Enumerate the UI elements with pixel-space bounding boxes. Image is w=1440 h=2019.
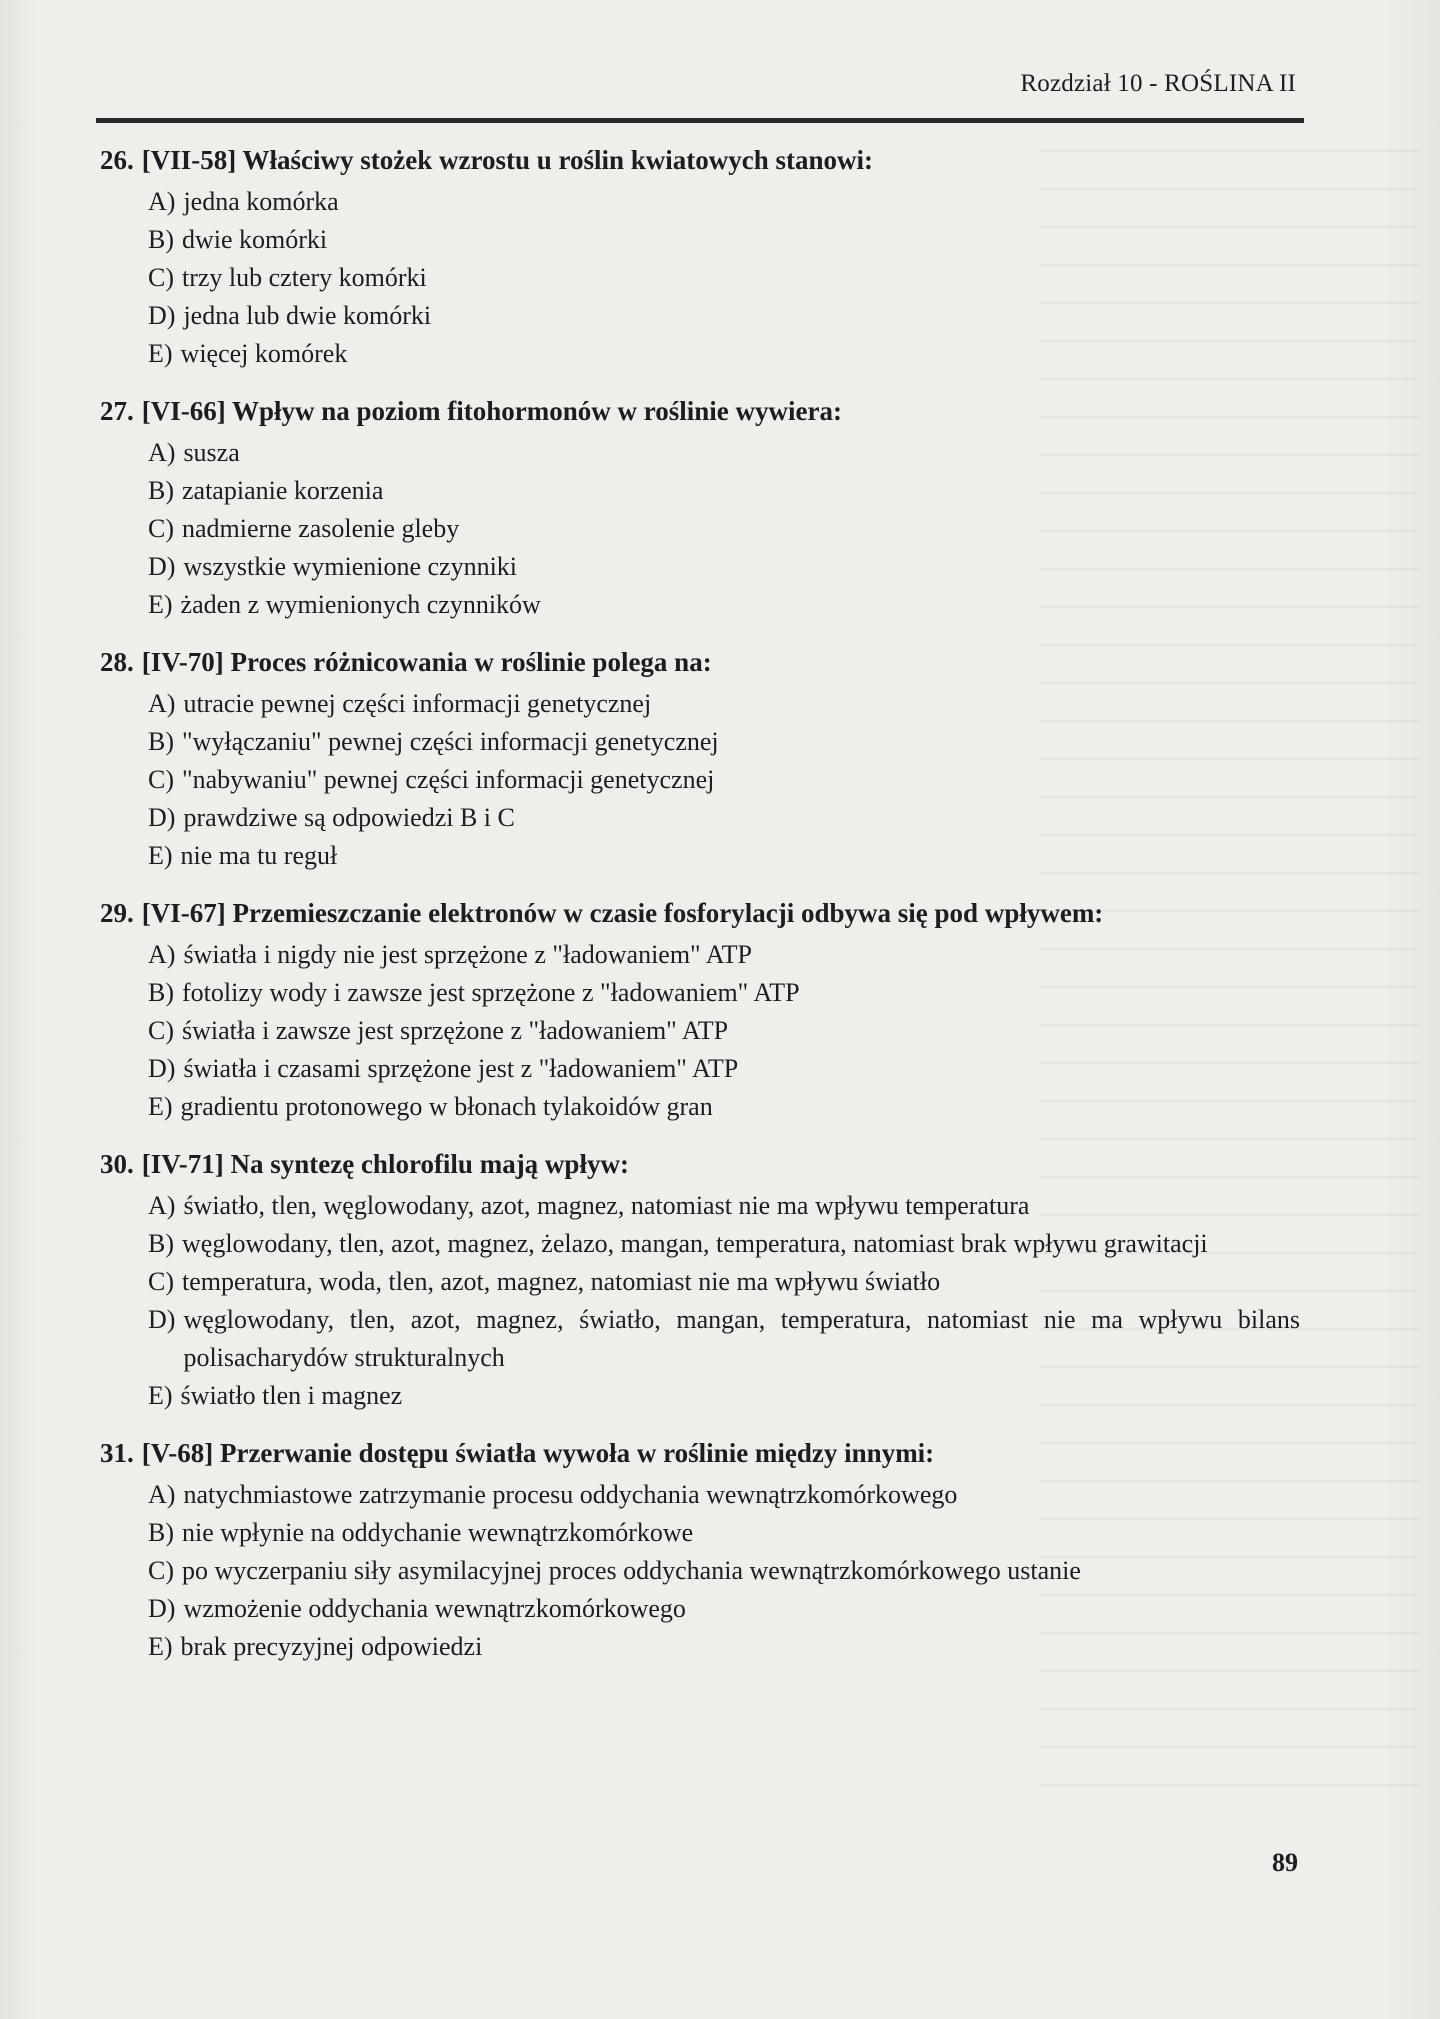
option-letter: A) xyxy=(148,1480,176,1509)
answer-option xyxy=(148,221,1300,259)
option-letter: A) xyxy=(148,1191,176,1220)
question-text: [VI-66] Wpływ na poziom fitohormonów w roślinie wywiera: xyxy=(141,396,842,426)
question-title xyxy=(100,1435,1300,1472)
question-title xyxy=(100,393,1300,430)
option-text: brak precyzyjnej odpowiedzi xyxy=(180,1632,483,1661)
option-letter: D) xyxy=(148,803,176,832)
option-text: gradientu protonowego w błonach tylakoidów gran xyxy=(180,1092,713,1121)
option-text: nadmierne zasolenie gleby xyxy=(182,514,460,543)
answer-options xyxy=(100,183,1300,373)
option-letter: E) xyxy=(148,1381,173,1410)
question-text: [VI-67] Przemieszczanie elektronów w czasie fosforylacji odbywa się pod wpływem: xyxy=(141,898,1104,928)
answer-option xyxy=(148,1377,1300,1415)
option-text: "wyłączaniu" pewnej części informacji genetycznej xyxy=(182,727,719,756)
option-letter: D) xyxy=(148,1054,176,1083)
answer-option xyxy=(148,1263,1300,1301)
answer-option xyxy=(148,1187,1300,1225)
question-26 xyxy=(100,142,1300,373)
option-text: utracie pewnej części informacji genetycznej xyxy=(183,689,652,718)
page-number: 89 xyxy=(1272,1848,1298,1877)
option-text: jedna lub dwie komórki xyxy=(183,301,432,330)
question-27 xyxy=(100,393,1300,624)
question-31 xyxy=(100,1435,1300,1666)
option-text: susza xyxy=(183,438,240,467)
option-text: nie ma tu reguł xyxy=(180,841,338,870)
option-letter: C) xyxy=(148,1016,174,1045)
question-title xyxy=(100,1146,1300,1183)
answer-option xyxy=(148,297,1300,335)
option-letter: B) xyxy=(148,727,174,756)
option-letter: B) xyxy=(148,225,174,254)
answer-options xyxy=(100,685,1300,875)
answer-option xyxy=(148,259,1300,297)
answer-option xyxy=(148,1590,1300,1628)
option-text: "nabywaniu" pewnej części informacji genetycznej xyxy=(182,765,715,794)
question-28 xyxy=(100,644,1300,875)
option-letter: B) xyxy=(148,476,174,505)
option-text: światło tlen i magnez xyxy=(180,1381,403,1410)
question-title xyxy=(100,142,1300,179)
option-text: więcej komórek xyxy=(180,339,348,368)
question-30 xyxy=(100,1146,1300,1415)
answer-options xyxy=(100,1476,1300,1666)
question-text: [V-68] Przerwanie dostępu światła wywoła w roślinie między innymi: xyxy=(141,1438,935,1468)
option-letter: E) xyxy=(148,1632,173,1661)
answer-option xyxy=(148,1476,1300,1514)
option-text: po wyczerpaniu siły asymilacyjnej proces oddychania wewnątrzkomórkowego ustanie xyxy=(182,1556,1081,1585)
question-list xyxy=(100,142,1300,1686)
answer-options xyxy=(100,936,1300,1126)
question-number: 26. xyxy=(100,145,134,175)
option-text: światła i nigdy nie jest sprzężone z "ładowaniem" ATP xyxy=(183,940,752,969)
header-rule xyxy=(96,118,1304,123)
question-title xyxy=(100,895,1300,932)
option-text: natychmiastowe zatrzymanie procesu oddychania wewnątrzkomórkowego xyxy=(183,1480,958,1509)
answer-option xyxy=(148,761,1300,799)
option-letter: A) xyxy=(148,438,176,467)
answer-option xyxy=(148,434,1300,472)
option-text: prawdziwe są odpowiedzi B i C xyxy=(183,803,515,832)
option-letter: E) xyxy=(148,1092,173,1121)
option-letter: D) xyxy=(148,1305,176,1334)
answer-options xyxy=(100,1187,1300,1415)
option-letter: C) xyxy=(148,765,174,794)
answer-option xyxy=(148,1225,1300,1263)
option-letter: C) xyxy=(148,1556,174,1585)
option-text: temperatura, woda, tlen, azot, magnez, natomiast nie ma wpływu światło xyxy=(182,1267,941,1296)
question-text: [IV-70] Proces różnicowania w roślinie polega na: xyxy=(141,647,712,677)
option-letter: B) xyxy=(148,1229,174,1258)
option-text: wzmożenie oddychania wewnątrzkomórkowego xyxy=(183,1594,686,1623)
answer-option xyxy=(148,685,1300,723)
answer-option xyxy=(148,974,1300,1012)
option-letter: E) xyxy=(148,841,173,870)
option-text: wszystkie wymienione czynniki xyxy=(183,552,518,581)
option-letter: D) xyxy=(148,1594,176,1623)
option-text: trzy lub cztery komórki xyxy=(182,263,427,292)
answer-option xyxy=(148,1012,1300,1050)
question-29 xyxy=(100,895,1300,1126)
option-text: fotolizy wody i zawsze jest sprzężone z "ładowaniem" ATP xyxy=(182,978,800,1007)
answer-option xyxy=(148,548,1300,586)
option-letter: C) xyxy=(148,514,174,543)
answer-option xyxy=(148,472,1300,510)
option-letter: E) xyxy=(148,339,173,368)
answer-option xyxy=(148,510,1300,548)
answer-option xyxy=(148,1301,1300,1377)
question-text: [VII-58] Właściwy stożek wzrostu u roślin kwiatowych stanowi: xyxy=(141,145,874,175)
option-text: węglowodany, tlen, azot, magnez, światło, mangan, temperatura, natomiast nie ma wpływu bilans polisacharydów strukturalnych xyxy=(183,1305,1300,1372)
answer-option xyxy=(148,335,1300,373)
option-text: dwie komórki xyxy=(182,225,328,254)
option-text: jedna komórka xyxy=(183,187,339,216)
question-title xyxy=(100,644,1300,681)
answer-options xyxy=(100,434,1300,624)
option-letter: D) xyxy=(148,301,176,330)
answer-option xyxy=(148,799,1300,837)
option-letter: B) xyxy=(148,1518,174,1547)
answer-option xyxy=(148,837,1300,875)
option-text: światło, tlen, węglowodany, azot, magnez, natomiast nie ma wpływu temperatura xyxy=(183,1191,1030,1220)
question-number: 27. xyxy=(100,396,134,426)
question-number: 30. xyxy=(100,1149,134,1179)
option-letter: A) xyxy=(148,689,176,718)
answer-option xyxy=(148,1628,1300,1666)
question-number: 28. xyxy=(100,647,134,677)
answer-option xyxy=(148,183,1300,221)
option-text: nie wpłynie na oddychanie wewnątrzkomórkowe xyxy=(182,1518,694,1547)
option-letter: B) xyxy=(148,978,174,1007)
answer-option xyxy=(148,1514,1300,1552)
question-number: 29. xyxy=(100,898,134,928)
option-text: zatapianie korzenia xyxy=(182,476,384,505)
running-head: Rozdział 10 - ROŚLINA II xyxy=(1020,70,1296,97)
option-text: światła i czasami sprzężone jest z "ładowaniem" ATP xyxy=(183,1054,739,1083)
option-text: żaden z wymienionych czynników xyxy=(180,590,541,619)
answer-option xyxy=(148,1050,1300,1088)
question-text: [IV-71] Na syntezę chlorofilu mają wpływ: xyxy=(141,1149,629,1179)
answer-option xyxy=(148,723,1300,761)
option-text: światła i zawsze jest sprzężone z "ładowaniem" ATP xyxy=(182,1016,729,1045)
option-letter: C) xyxy=(148,263,174,292)
option-letter: E) xyxy=(148,590,173,619)
option-letter: A) xyxy=(148,940,176,969)
answer-option xyxy=(148,1552,1300,1590)
option-text: węglowodany, tlen, azot, magnez, żelazo, mangan, temperatura, natomiast brak wpływu grawitacji xyxy=(182,1229,1208,1258)
answer-option xyxy=(148,586,1300,624)
question-number: 31. xyxy=(100,1438,134,1468)
option-letter: A) xyxy=(148,187,176,216)
answer-option xyxy=(148,936,1300,974)
answer-option xyxy=(148,1088,1300,1126)
option-letter: D) xyxy=(148,552,176,581)
option-letter: C) xyxy=(148,1267,174,1296)
